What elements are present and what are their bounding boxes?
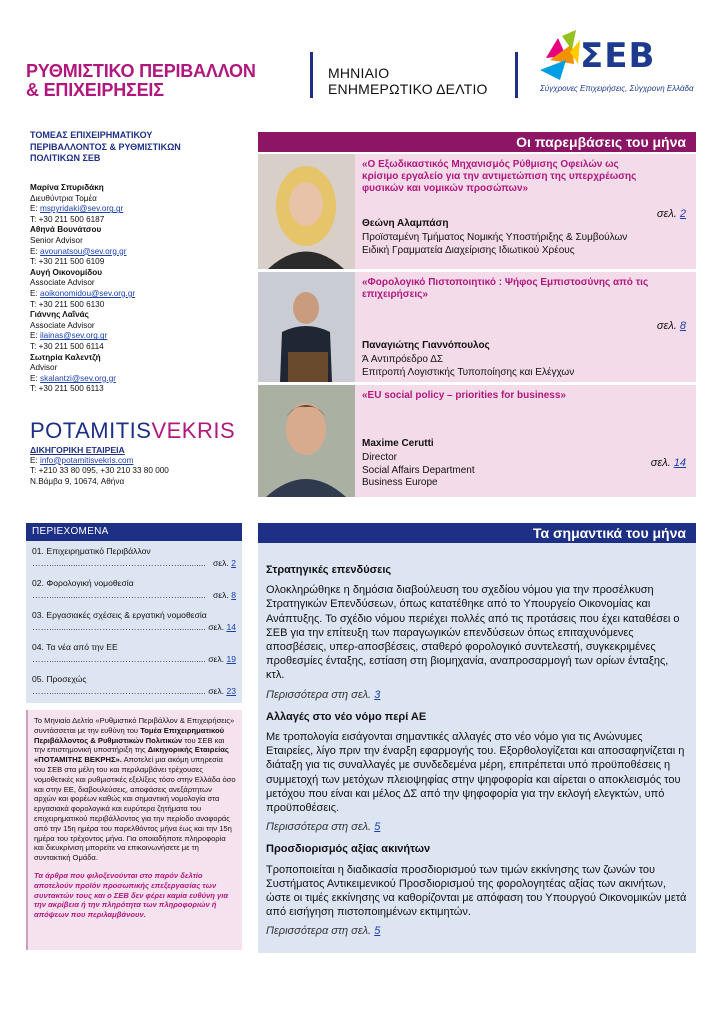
newsletter-subtitle-line1: ΜΗΝΙΑΙΟ <box>328 65 390 81</box>
toc-page-link[interactable]: 19 <box>226 654 236 664</box>
department-name <box>30 130 230 165</box>
toc-page-link[interactable]: 2 <box>231 558 236 568</box>
page-prefix: σελ. <box>656 320 680 332</box>
header-separator <box>310 52 313 98</box>
toc-item[interactable] <box>32 545 236 577</box>
toc-item[interactable] <box>32 641 236 673</box>
toc-leader: ……...............……………………………........... <box>32 590 206 600</box>
portrait-photo-icon <box>258 154 355 269</box>
read-more-prefix: Περισσότερα στη σελ. <box>266 821 375 834</box>
interventions-header: Οι παρεμβάσεις του μήνα <box>258 132 696 152</box>
toc-page-prefix: σελ. <box>213 590 232 600</box>
email-label: E: <box>30 246 41 256</box>
contact-name: Μαρίνα Σπυριδάκη <box>30 183 104 192</box>
highlight-item <box>266 563 688 702</box>
logo-tagline: Σύγχρονες Επιχειρήσεις, Σύγχρονη Ελλάδα <box>540 84 694 93</box>
toc-item-label: 04. Τα νέα από την ΕΕ <box>32 642 118 652</box>
read-more-prefix: Περισσότερα στη σελ. <box>266 925 375 938</box>
contact-name: Γιάννης Λαΐνάς <box>30 310 89 320</box>
intervention-quote: «Φορολογικό Πιστοποιητικό : Ψήφος Εμπιστοσύνης από τις επιχειρήσεις» <box>362 277 649 300</box>
highlight-body: Ολοκληρώθηκε η δημόσια διαβούλευση του σχεδίου νόμου για την προσέλκυση Στρατηγικών Επενδύσεων, όπως κατατέθηκε από το Υπουργείο Οικονομίας και Ανάπτυξης. Το σχέδιο νόμου περιέχει πολλές από τις προτάσεις που έχει καταθέσει ο ΣΕΒ για την επίτευξη των παραγωγικών επενδύσεων όπως επιταχυνόμενες αποσβέσεις, υπερ-αποσβέσεις, σταθερό φορολογικό συντελεστή, συγκεκριμένες προθεσμίες ένταξης, εστίαση στη βιομηχανία, αναπροσαρμογή των ορίων ένταξης, κτλ. <box>266 584 680 682</box>
highlights-panel <box>258 543 696 953</box>
newsletter-title-line1: ΡΥΘΜΙΣΤΙΚΟ ΠΕΡΙΒΑΛΛΟΝ <box>26 61 256 81</box>
about-fragment: Αποτελεί μια ακόμη υπηρεσία του ΣΕΒ στα μέλη του και περιλαμβάνει τρέχουσες νομοθετικές και ρυθμιστικές εξελίξεις τόσο στην Ελλάδα όσο και στην ΕΕ, διαβουλεύσεις, αποφάσεις ανεξάρτητων αρχών και φορέων καθώς και σημαντική νομολογία στα εργασιακά φορολογικά και ευρύτερα ζητήματα του επιχειρηματικού περιβάλλοντος για την περίοδο αναφοράς από την 15η ημέρα του παρελθόντος μήνα έως και την 15η ημέρα του τρέχοντος μήνα. Για οποιαδήποτε πληροφορία και διευκρίνιση μπορείτε να επικοινωνήσετε με τη συντακτική Ομάδα. <box>34 755 236 863</box>
toc-page-prefix: σελ. <box>208 686 227 696</box>
toc-item-label: 03. Εργασιακές σχέσεις & εργατική νομοθεσία <box>32 610 207 620</box>
contact-phone: T: +30 211 500 6187 <box>30 214 105 224</box>
contact-phone: T: +30 211 500 6109 <box>30 257 105 267</box>
role-line: Ά Αντιπρόεδρο ΔΣ <box>362 354 444 365</box>
toc-page-link[interactable]: 23 <box>226 686 236 696</box>
toc-item-label: 01. Επιχειρηματικό Περιβάλλον <box>32 546 151 556</box>
page-prefix: σελ. <box>650 457 674 469</box>
intervention-role: Προϊσταμένη Τμήματος Νομικής Υποστήριξης & Συμβούλων Ειδική Γραμματεία Διαχείρισης Ιδιωτικού Χρέους <box>362 232 628 256</box>
about-bold: Δικηγορικής Εταιρείας «ΠΟΤΑΜΙΤΗΣ ΒΕΚΡΗΣ». <box>34 745 229 765</box>
contact-email-link[interactable]: ilainas@sev.org.gr <box>40 331 108 341</box>
intervention-speaker: Maxime Cerutti <box>362 438 434 449</box>
newsletter-subtitle-line2: ΕΝΗΜΕΡΩΤΙΚΟ ΔΕΛΤΙΟ <box>328 81 488 97</box>
intervention-page-ref[interactable] <box>651 457 686 469</box>
highlight-body: Τροποποιείται η διαδικασία προσδιορισμού των τιμών εκκίνησης των ζωνών του Συστήματος Αντικειμενικού Προσδιορισμού της φορολογητέας αξίας των ακινήτων, ώστε οι τιμές εκκίνησης να καθορίζονται με απόφαση του Υπουργού Οικονομικών μετά από εισήγηση πιστοποιημένων εκτιμητών. <box>266 863 687 919</box>
email-label: E: <box>30 373 41 383</box>
highlight-title: Αλλαγές στο νέο νόμο περί ΑΕ <box>266 710 427 723</box>
highlight-item <box>266 842 688 938</box>
contact-name: Σωτηρία Καλεντζή <box>30 352 101 362</box>
lawfirm-email-link[interactable]: info@potamitisvekris.com <box>40 455 134 465</box>
about-text <box>34 716 236 863</box>
highlight-title: Στρατηγικές επενδύσεις <box>266 564 392 576</box>
contact-name: Αυγή Οικονομίδου <box>30 267 103 277</box>
lawfirm-address: Ν.Βάμβα 9, 10674, Αθήνα <box>30 476 125 486</box>
contact-role: Advisor <box>30 363 58 373</box>
contact-entry <box>30 225 250 267</box>
highlights-header: Τα σημαντικά του μήνα <box>258 523 696 543</box>
contact-entry <box>30 310 250 352</box>
role-line: Business Europe <box>362 477 438 488</box>
intervention-role <box>362 452 652 490</box>
toc-item-label: 05. Προσεχώς <box>32 674 87 684</box>
toc-item[interactable] <box>32 609 236 641</box>
intervention-speaker: Θεώνη Αλαμπάση <box>362 218 449 229</box>
toc-header: ΠΕΡΙΕΧΟΜΕΝΑ <box>26 523 242 541</box>
toc-leader: ……...............……………………………........... <box>32 654 206 664</box>
toc-page-link[interactable]: 14 <box>226 622 236 632</box>
intervention-item <box>258 385 696 497</box>
read-more-page[interactable]: 3 <box>374 688 381 701</box>
lawfirm-info <box>30 445 250 487</box>
page-prefix: σελ. <box>656 208 680 220</box>
intervention-quote: «Ο Εξωδικαστικός Μηχανισμός Ρύθμισης Οφειλών ως κρίσιμο εργαλείο για την αντιμετώπιση της υπερχρέωσης φυσικών και νομικών προσώπων» <box>362 159 637 194</box>
toc-item[interactable] <box>32 673 236 705</box>
toc-page-prefix: σελ. <box>208 622 227 632</box>
about-fragment: του ΣΕΒ και την επιστημονική υποστήριξη της <box>34 735 225 755</box>
toc-leader: ……...............……………………………........... <box>32 686 206 696</box>
toc-item[interactable] <box>32 577 236 609</box>
header-separator <box>515 52 518 98</box>
disclaimer-note: Τα άρθρα που φιλοξενούνται στο παρόν δελτίο αποτελούν προϊόν προσωπικής επεξεργασίας των συντακτών τους και ο ΣΕΒ δεν φέρει καμία ευθύνη για την ακρίβεια ή την πληρότητα των πληροφοριών ή απόψεων που περιλαμβάνουν. <box>34 870 229 920</box>
contact-entry <box>30 353 250 395</box>
lawfirm-title: ΔΙΚΗΓΟΡΙΚΗ ΕΤΑΙΡΕΙΑ <box>30 445 125 455</box>
newsletter-title <box>26 62 256 100</box>
highlight-body: Με τροπολογία εισάγονται σημαντικές αλλαγές στο νέο νόμο για τις Ανώνυμες Εταιρείες, λίγο πριν την έναρξη εφαρμογής του. Εξορθολογίζεται και αποσαφηνίζεται η διάταξη για τις συναλλαγές με συνδεδεμένα μέρη, επιτρέπεται υπό προϋποθέσεις η συμμετοχή των μετόχων πλειοψηφίας στην ψηφοφορία και αίρεται ο αποκλεισμός του μετόχου που είναι και μέλος ΔΣ από την ψηφοφορία για την εκλογή ελεγκτών, υπό προϋποθέσεις. <box>266 731 685 815</box>
department-line: ΠΕΡΙΒΑΛΛΟΝΤΟΣ & ΡΥΘΜΙΣΤΙΚΩΝ <box>30 141 181 152</box>
toc-item-label: 02. Φορολογική νομοθεσία <box>32 578 134 588</box>
contact-role: Associate Advisor <box>30 278 95 288</box>
portrait-photo-icon <box>258 272 355 382</box>
read-more-prefix: Περισσότερα στη σελ. <box>266 688 375 701</box>
intervention-item <box>258 154 696 269</box>
lawfirm-phone: T: +210 33 80 095, +30 210 33 80 000 <box>30 466 169 476</box>
email-label: E: <box>30 288 41 298</box>
email-label: E: <box>30 455 41 465</box>
about-box <box>26 710 242 950</box>
lawfirm-logo-part: VEKRIS <box>151 418 236 443</box>
intervention-item <box>258 272 696 382</box>
contact-list <box>30 183 250 395</box>
portrait-photo-icon <box>258 385 355 497</box>
contact-role: Διευθύντρια Τομέα <box>30 193 97 203</box>
read-more-page[interactable]: 5 <box>374 821 381 834</box>
contact-email-link[interactable]: mspyridaki@sev.org.gr <box>40 204 124 214</box>
highlight-item <box>266 710 688 835</box>
lawfirm-logo-part: POTAMITIS <box>30 418 152 443</box>
role-line: Director <box>362 452 398 463</box>
toc-page-link[interactable]: 8 <box>231 590 236 600</box>
contact-name: Αθηνά Βουνάτσου <box>30 225 102 235</box>
read-more-link[interactable] <box>266 924 688 938</box>
newsletter-title-line2: & ΕΠΙΧΕΙΡΗΣΕΙΣ <box>26 80 164 100</box>
contact-phone: T: +30 211 500 6114 <box>30 341 104 351</box>
lawfirm-logo <box>30 418 235 444</box>
logo-text: ΣΕΒ <box>580 36 656 76</box>
page-number-link[interactable]: 2 <box>679 208 686 220</box>
intervention-quote: «EU social policy – priorities for business» <box>362 390 566 401</box>
intervention-page-ref[interactable] <box>657 320 686 332</box>
contact-email-link[interactable]: skalantzi@sev.org.gr <box>40 373 116 383</box>
page-number-link[interactable]: 14 <box>673 457 686 469</box>
toc-leader: ……...............……………………………........... <box>32 622 206 632</box>
department-line: ΠΟΛΙΤΙΚΩΝ ΣΕΒ <box>30 153 101 163</box>
toc-page-prefix: σελ. <box>213 558 232 568</box>
table-of-contents <box>26 541 242 703</box>
highlight-title: Προσδιορισμός αξίας ακινήτων <box>266 843 431 856</box>
contact-email-link[interactable]: aoikonomidou@sev.org.gr <box>40 288 136 298</box>
contact-entry <box>30 183 250 225</box>
page-number-link[interactable]: 8 <box>679 320 686 332</box>
toc-leader: ……...............……………………………........... <box>32 558 206 568</box>
read-more-link[interactable] <box>266 688 688 702</box>
email-label: E: <box>30 331 41 341</box>
contact-phone: T: +30 211 500 6113 <box>30 384 104 394</box>
contact-email-link[interactable]: avounatsou@sev.org.gr <box>40 246 127 256</box>
intervention-page-ref[interactable] <box>657 208 686 220</box>
contact-phone: T: +30 211 500 6130 <box>30 299 105 309</box>
read-more-page[interactable]: 5 <box>374 925 381 938</box>
role-line: Επιτροπή Λογιστικής Τυποποίησης και Ελέγχων <box>362 366 575 378</box>
intervention-role <box>362 354 652 379</box>
about-bold: Τομέα Επιχειρηματικού Περιβάλλοντος & Ρυθμιστικών Πολιτικών <box>34 725 225 745</box>
about-fragment: Το Μηνιαίο Δελτίο «Ρυθμιστικό Περιβάλλον & Επιχειρήσεις» συντάσσεται με την ευθύνη του <box>34 716 235 735</box>
read-more-link[interactable] <box>266 820 688 834</box>
department-line: ΤΟΜΕΑΣ ΕΠΙΧΕΙΡΗΜΑΤΙΚΟΥ <box>30 130 153 140</box>
role-line: Social Affairs Department <box>362 464 475 476</box>
toc-page-prefix: σελ. <box>208 654 227 664</box>
contact-role: Associate Advisor <box>30 320 95 330</box>
intervention-speaker: Παναγιώτης Γιαννόπουλος <box>362 340 490 351</box>
contact-role: Senior Advisor <box>30 235 83 245</box>
newsletter-subtitle <box>328 65 488 97</box>
email-label: E: <box>30 204 41 214</box>
contact-entry <box>30 268 250 310</box>
